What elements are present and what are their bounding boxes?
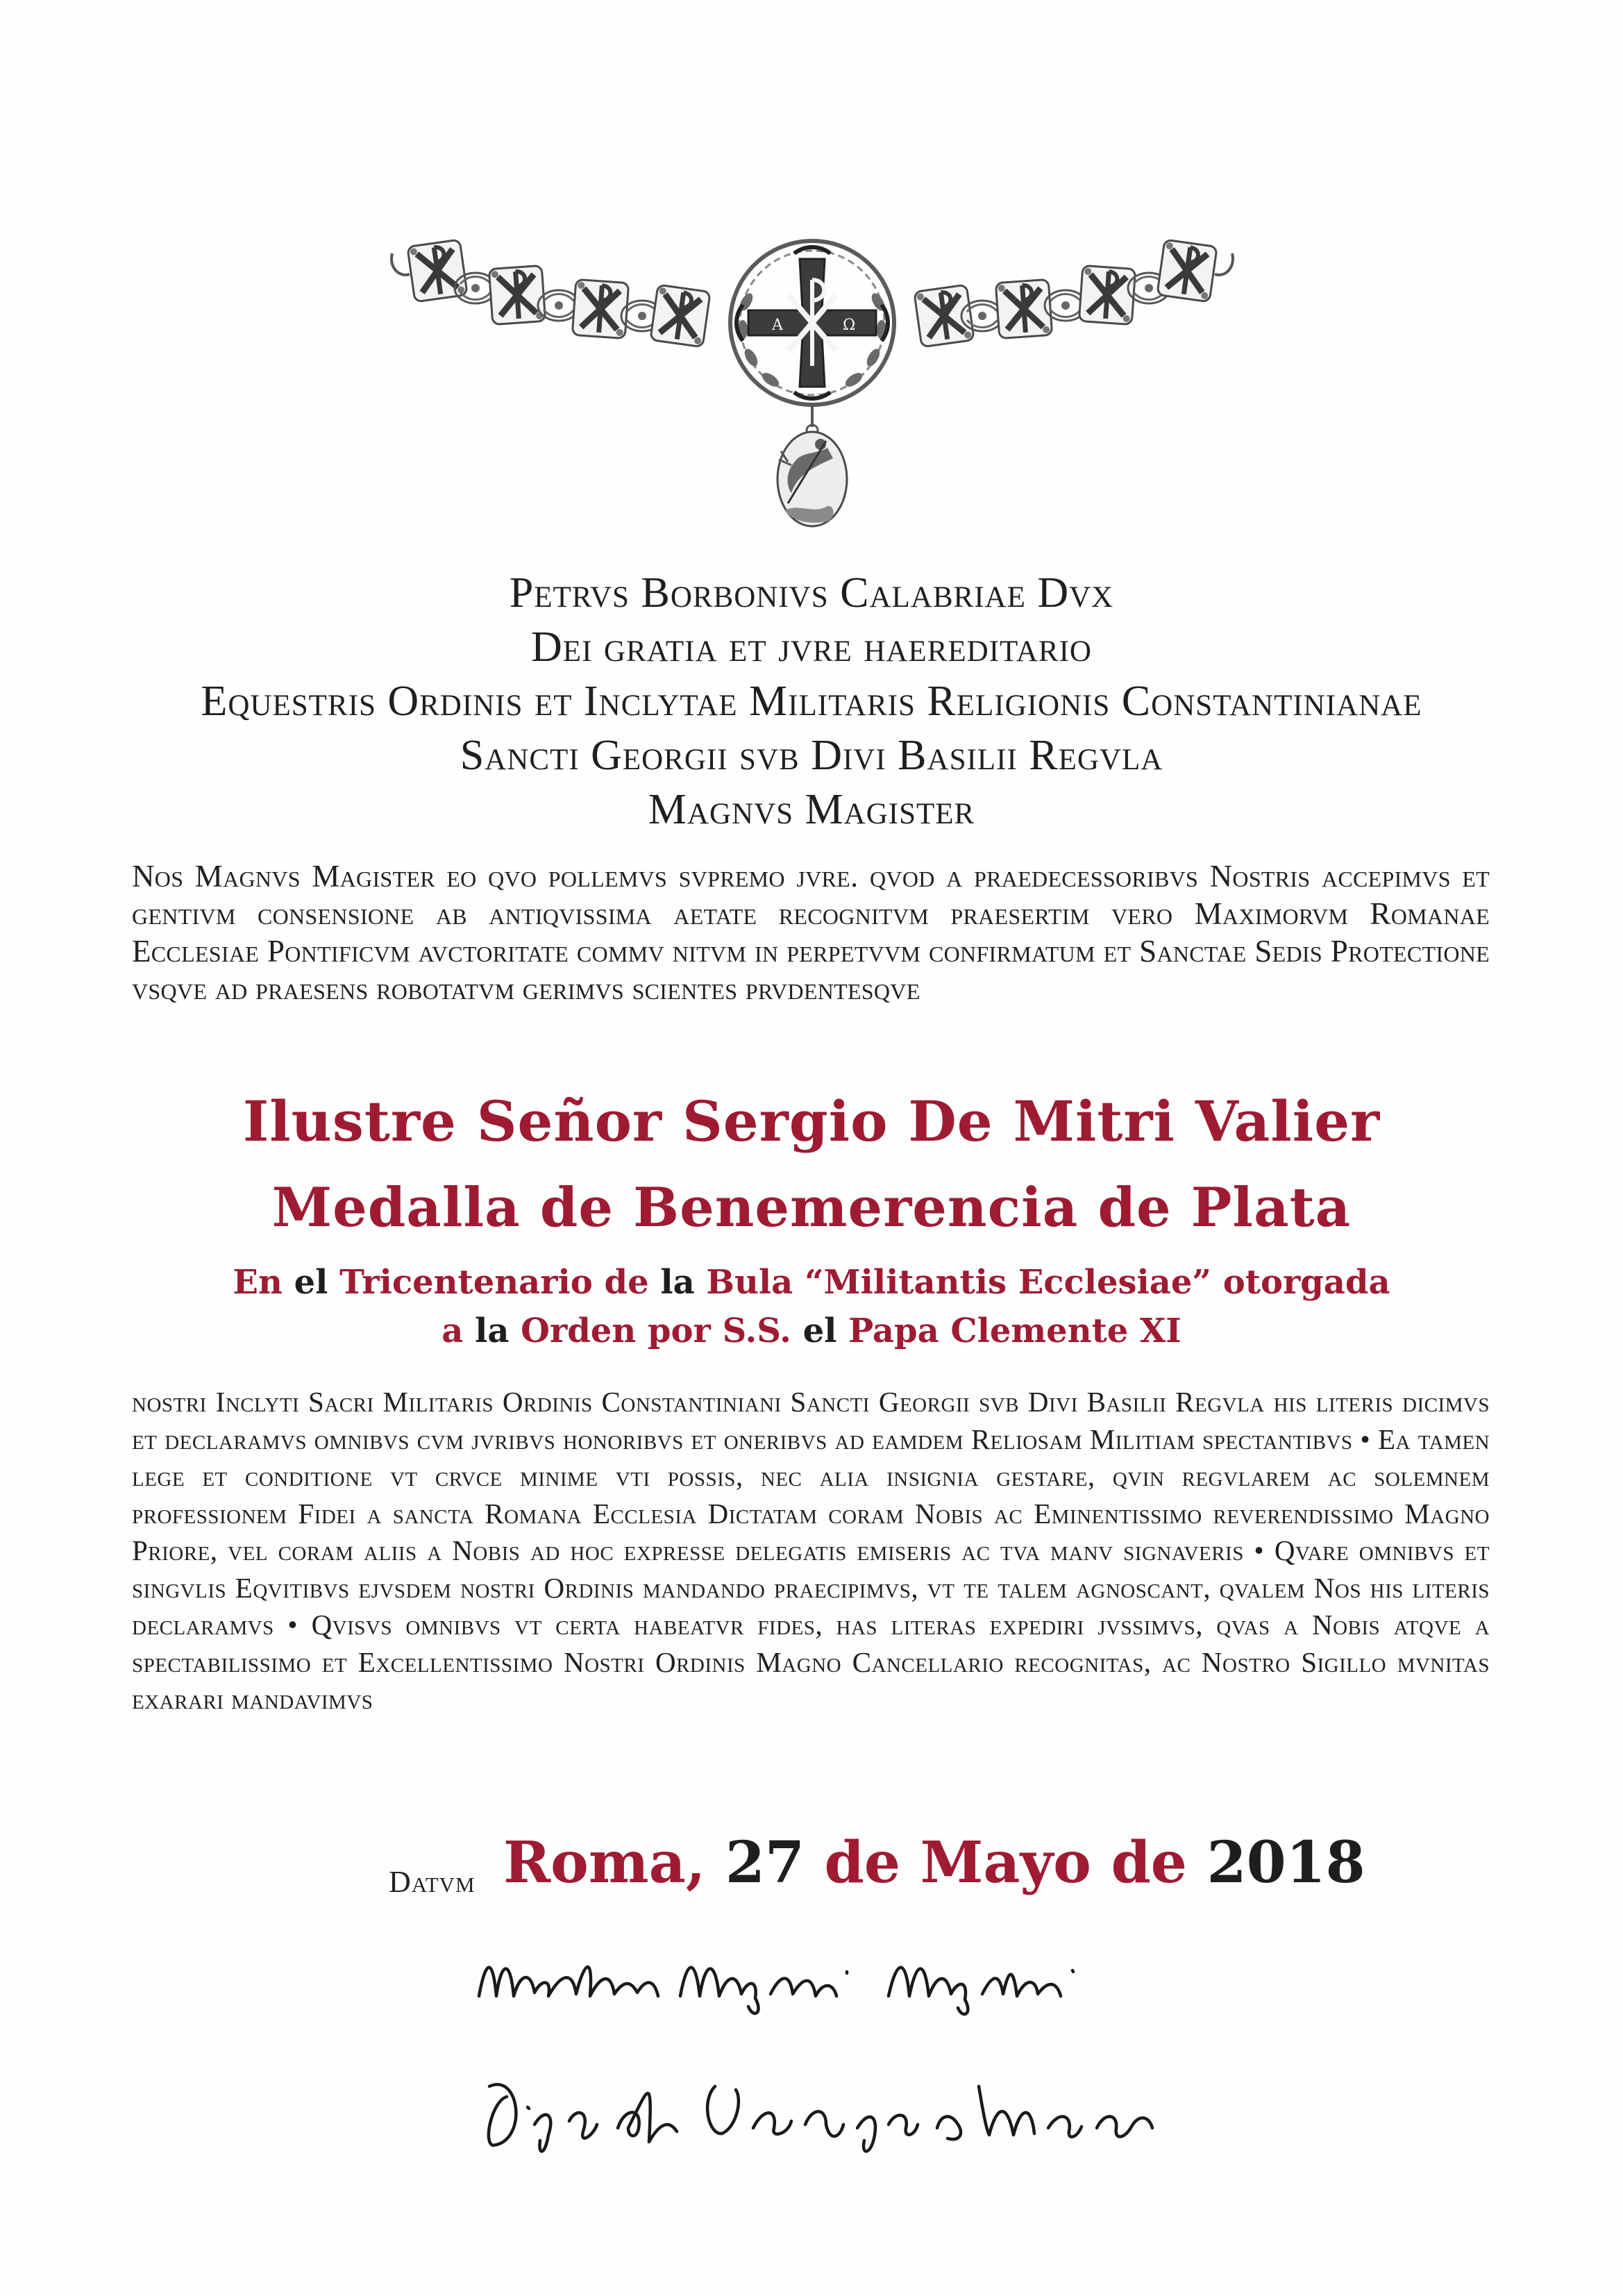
occasion-word: “Militantis: [804, 1263, 1007, 1302]
body-part-3: Qvare omnibvs et singvlis Eqvitibvs ejvsdem nostri Ordinis mandando praecipimvs, vt te talem agnoscant, qvalem Nos his literis declaramvs: [132, 1534, 1490, 1641]
occasion-word: Bula: [706, 1263, 793, 1302]
svg-text:A: A: [772, 317, 783, 334]
recipient-name: [69, 1087, 1554, 1156]
collar-left-arm: [392, 240, 710, 347]
occasion-word: Papa: [848, 1312, 939, 1350]
main-body-paragraph: [132, 1384, 1490, 1718]
handwritten-signature-mandatu: [472, 1930, 1166, 2020]
intro-paragraph: Nos Magnvs Magister eo qvo pollemvs svpremo jvre. qvod a praedecessoribvs Nostris accepimvs et gentivm consensione ab antiqvissima aetate recognitvm praesertim vero Maximorvm Romanae Ecclesiae Pontificvm avctoritate commv nitvm in perpetvvm confirmatum et Sanctae Sedis Protectione vsqve ad praesens robotatvm gerimvs scientes prvdentesqve: [132, 859, 1490, 1006]
occasion-word: Ecclesiae”: [1018, 1263, 1212, 1302]
title-line-3: Equestris Ordinis et Inclytae Militaris Religionis Constantinianae: [201, 678, 1422, 725]
occasion-word: el: [294, 1263, 328, 1302]
occasion-word: otorgada: [1222, 1263, 1390, 1302]
honorific-2: Señor: [476, 1089, 663, 1154]
title-line-4: Sancti Georgii svb Divi Basilii Regvla: [460, 732, 1163, 779]
date-text: [503, 1829, 1365, 1896]
occasion-word: Tricentenario: [339, 1263, 593, 1302]
occasion-word: XI: [1140, 1312, 1181, 1350]
body-part-4: Qvisvs omnibvs vt certa habeatvr fides, has literas expediri jvssimvs, qvas a Nobis atqve a spectabilissimo et Excellentissimo Nostri Ordinis Magno Cancellario recognitas, ac Nostro Sigillo mvnitas exarari mandavimvs: [132, 1609, 1490, 1715]
award-word-5: Plata: [1191, 1176, 1352, 1239]
bullet-separator: •: [1254, 1534, 1265, 1566]
surname-1: Mitri: [1013, 1089, 1175, 1154]
award-word-2: de: [539, 1176, 614, 1239]
constantinian-cross-icon: [730, 241, 894, 405]
award-word-1: Medalla: [271, 1176, 521, 1239]
occasion-word: la: [475, 1312, 510, 1350]
svg-text:Ω: Ω: [843, 317, 856, 334]
date-day: 27: [725, 1829, 805, 1896]
surname-2: Valier: [1195, 1089, 1381, 1154]
bullet-separator: •: [287, 1609, 298, 1641]
handwritten-signature-grand-chancellor: [479, 2059, 1173, 2163]
occasion-line-2: [69, 1309, 1554, 1353]
occasion-word: de: [604, 1263, 649, 1302]
occasion-word: En: [233, 1263, 283, 1302]
occasion-word: S.S.: [722, 1312, 791, 1350]
award-word-4: de: [1098, 1176, 1172, 1239]
body-part-1: nostri Inclyti Sacri Militaris Ordinis Constantiniani Sancti Georgii svb Divi Basilii Regvla his literis dicimvs et declaramvs omnibvs cvm jvribvs honoribvs et oneribvs ad eamdem Reliosam Militiam spectantibvs: [132, 1386, 1490, 1455]
occasion-line-1: [69, 1260, 1554, 1305]
date-month: Mayo: [920, 1829, 1091, 1896]
datum-label: Datvm: [389, 1865, 476, 1899]
saint-george-pendant-icon: [777, 406, 847, 526]
first-name: Sergio: [682, 1089, 889, 1154]
date-year: 2018: [1206, 1829, 1365, 1896]
occasion-word: Orden: [521, 1312, 637, 1350]
grand-master-title-block: [69, 566, 1554, 837]
title-line-1: Petrvs Borbonivs Calabriae Dvx: [509, 569, 1114, 617]
occasion-word: el: [802, 1312, 837, 1350]
particle: De: [908, 1089, 993, 1154]
collar-right-arm: [914, 240, 1233, 347]
date-city: Roma,: [503, 1829, 706, 1896]
constantinian-collar-emblem: [361, 205, 1263, 566]
occasion-word: la: [660, 1263, 695, 1302]
body-part-2: Ea tamen lege et conditione vt crvce minime vti possis, nec alia insignia gestare, qvin regvlarem ac solemnem professionem Fidei a sancta Romana Ecclesia Dictatam coram Nobis ac Eminentissimo reverendissimo Magno Priore, vel coram aliis a Nobis ad hoc expresse delegatis emiseris ac tva manv signaveris: [132, 1423, 1490, 1566]
occasion-word: a: [442, 1312, 464, 1350]
honorific-1: Ilustre: [242, 1089, 457, 1154]
award-title: [69, 1173, 1554, 1243]
date-line: [0, 1829, 1623, 1906]
award-word-3: Benemerencia: [633, 1176, 1079, 1239]
occasion-word: por: [647, 1312, 711, 1350]
date-de-1: de: [824, 1829, 901, 1896]
occasion-word: Clemente: [950, 1312, 1129, 1350]
bullet-separator: •: [1360, 1423, 1371, 1455]
date-de-2: de: [1111, 1829, 1187, 1896]
title-line-5: Magnvs Magister: [648, 786, 975, 833]
title-line-2: Dei gratia et jvre haereditario: [531, 623, 1092, 671]
